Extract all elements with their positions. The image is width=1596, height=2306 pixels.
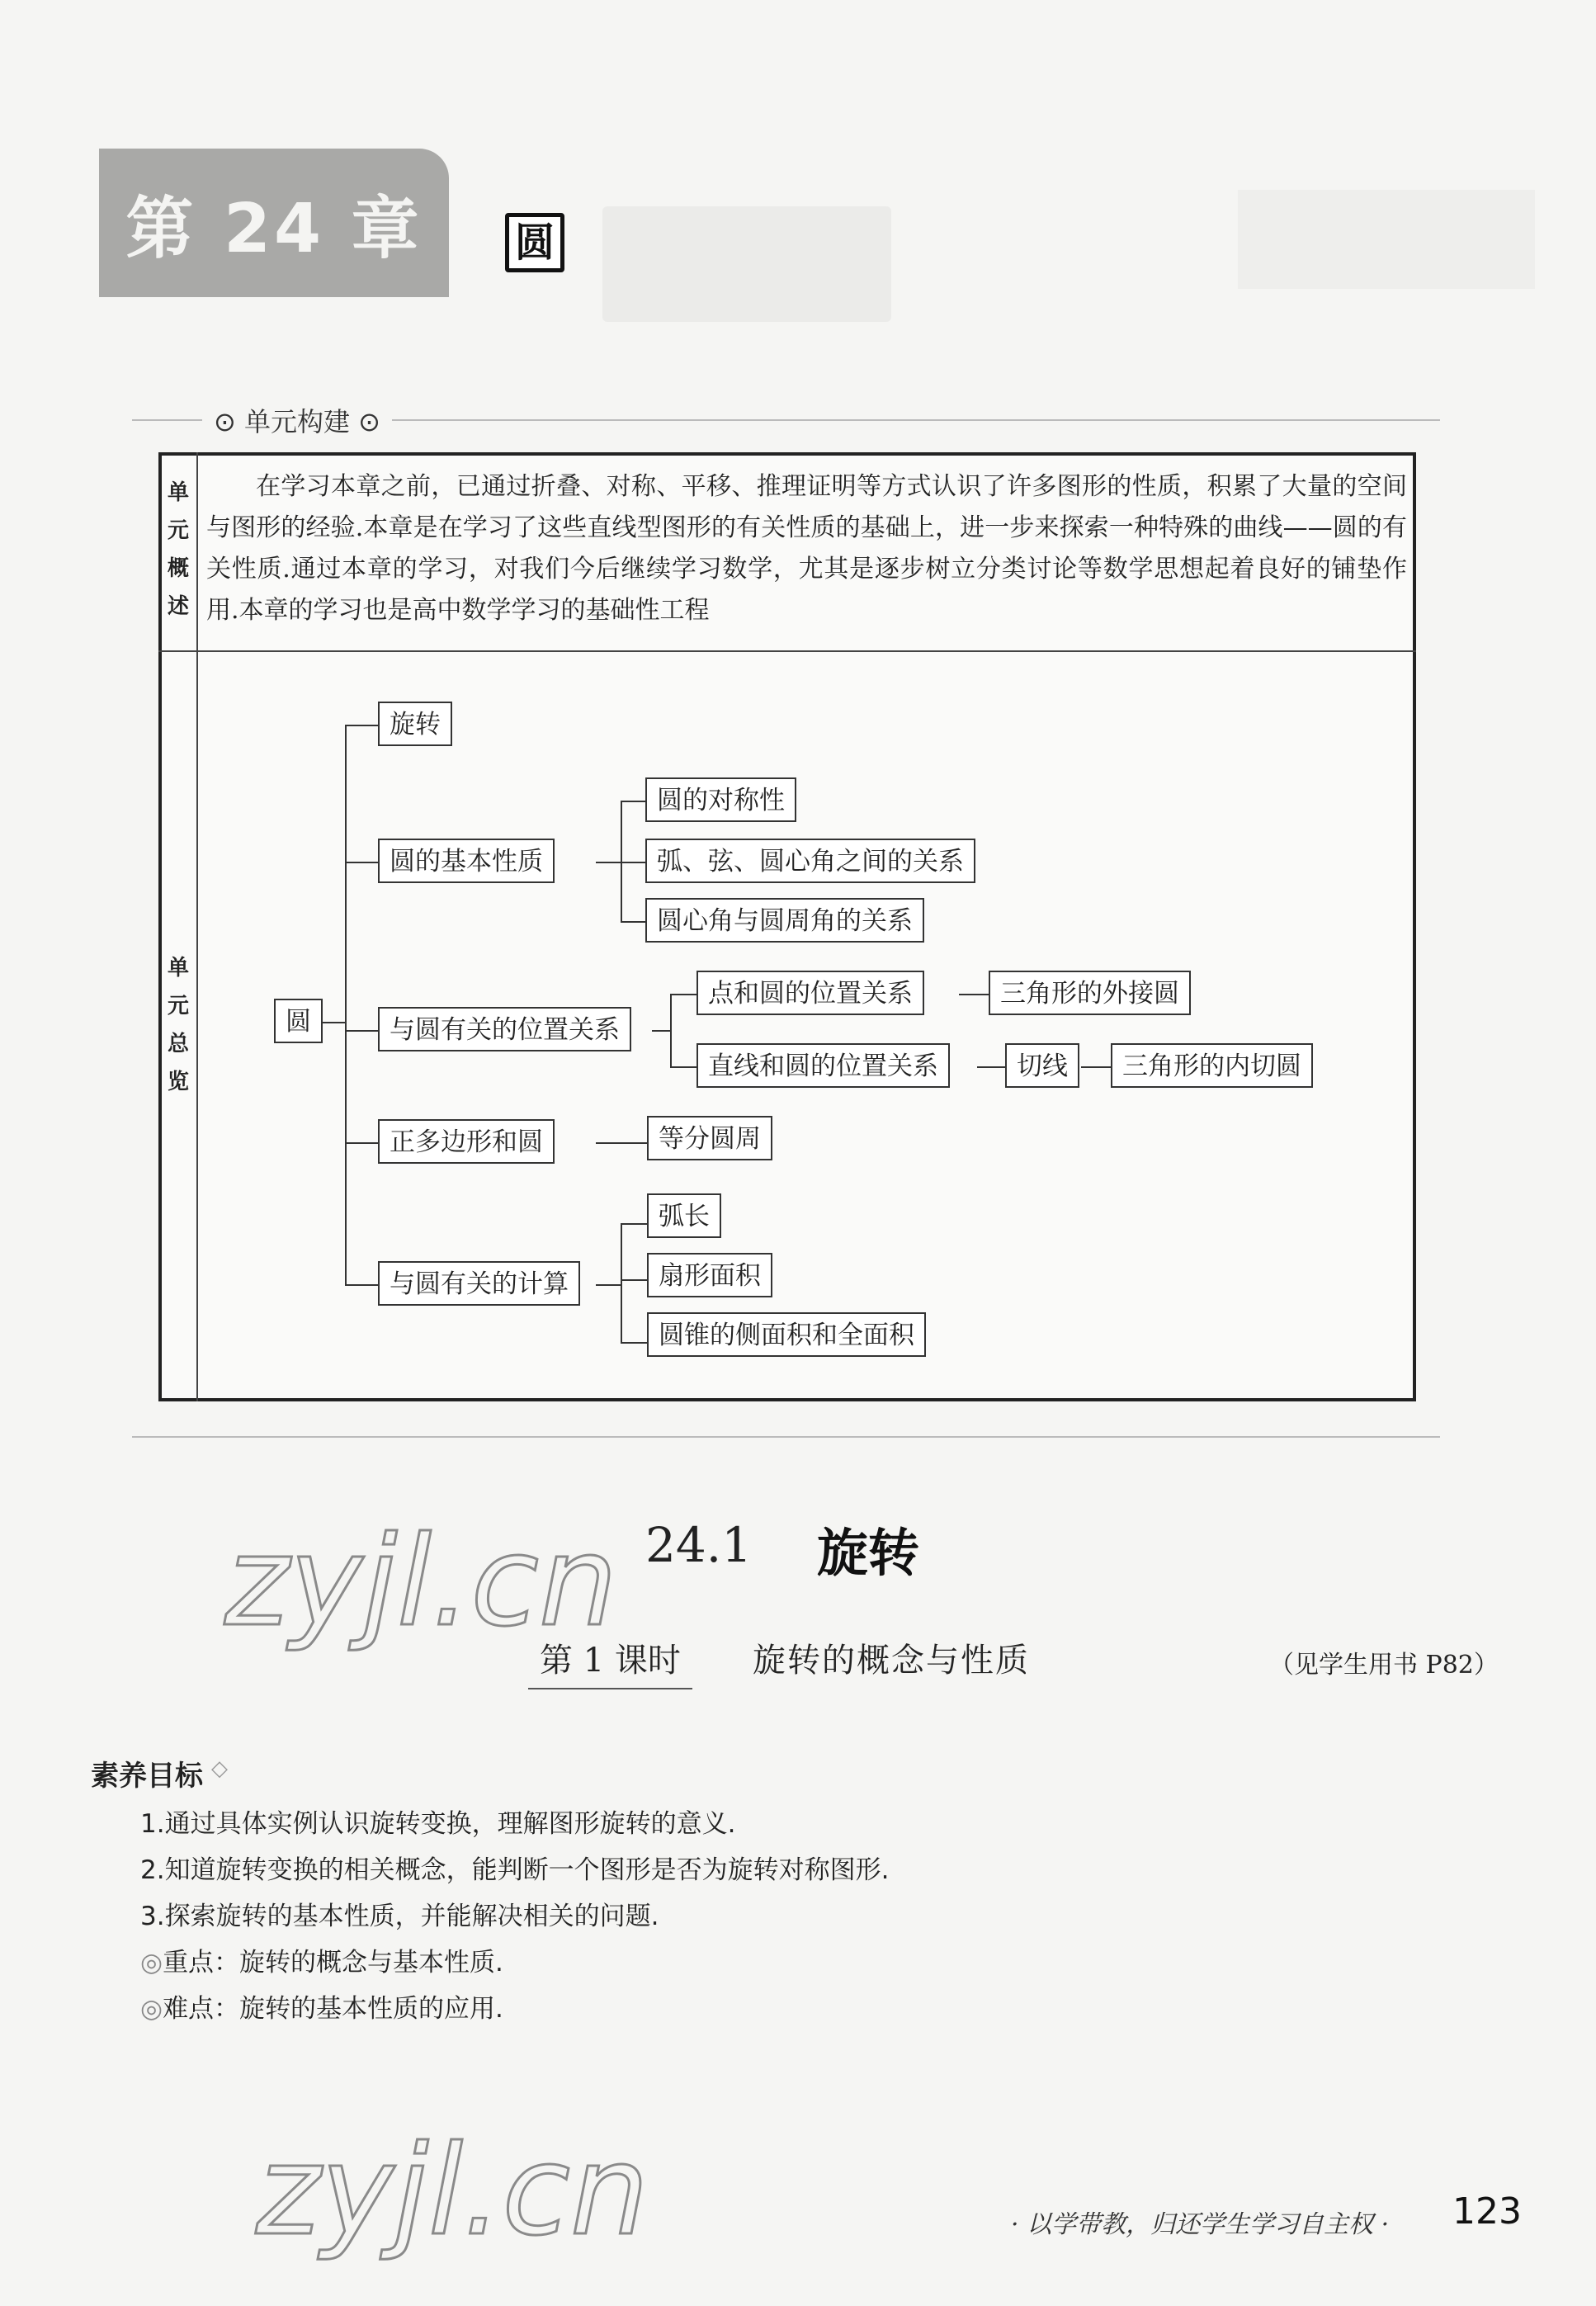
lesson-title: 旋转的概念与性质 (753, 1642, 1030, 1680)
watermark: zyjl.cn (224, 1510, 618, 1654)
node-central-inscribed: 圆心角与圆周角的关系 (645, 898, 924, 943)
connector-line (977, 1066, 1005, 1068)
node-line-circle: 直线和圆的位置关系 (696, 1043, 950, 1088)
connector-line (345, 862, 378, 863)
footer-slogan: · 以学带教，归还学生学习自主权 · (1011, 2210, 1390, 2239)
node-symmetry: 圆的对称性 (645, 777, 796, 822)
goal-difficulty (140, 1987, 503, 2025)
chapter-title: 圆 (505, 213, 564, 272)
node-calculation: 与圆有关的计算 (378, 1261, 580, 1306)
node-tangent: 切线 (1005, 1043, 1079, 1088)
watermark: zyjl.cn (256, 2119, 649, 2263)
connector-line (320, 1022, 345, 1023)
node-incircle: 三角形的内切圆 (1111, 1043, 1313, 1088)
chapter-label: 第 24 章 (125, 190, 423, 268)
node-rotation: 旋转 (378, 702, 452, 746)
connector-line (621, 1223, 622, 1344)
node-arc-chord: 弧、弦、圆心角之间的关系 (645, 839, 975, 883)
goal-item: 1.通过具体实例认识旋转变换，理解图形旋转的意义. (140, 1809, 736, 1839)
table-column-divider (196, 452, 198, 1401)
node-arc-length: 弧长 (647, 1193, 721, 1238)
connector-line (596, 1142, 647, 1144)
node-point-circle: 点和圆的位置关系 (696, 971, 924, 1015)
connector-line (621, 862, 645, 863)
connector-line (670, 994, 696, 995)
connector-line (345, 1030, 378, 1032)
goals-title: 素养目标 (91, 1760, 203, 1793)
key-label: 重点 (163, 1948, 215, 1978)
faded-decoration (602, 206, 891, 322)
connector-line (345, 725, 347, 1286)
connector-line (670, 1066, 696, 1068)
connector-line (596, 862, 621, 863)
ring-icon: ◎ (140, 1994, 163, 2024)
goal-item: 3.探索旋转的基本性质，并能解决相关的问题. (140, 1902, 659, 1931)
node-sector-area: 扇形面积 (647, 1253, 772, 1297)
lesson-tag: 第 1 课时 (528, 1634, 692, 1689)
difficulty-label: 难点 (163, 1994, 215, 2024)
ring-icon: ◎ (140, 1948, 163, 1978)
connector-line (1081, 1066, 1111, 1068)
summary-label: 单元总览 (167, 956, 189, 1094)
goals-marker-icon: ◇ (211, 1756, 228, 1781)
section-number: 24.1 (645, 1517, 753, 1573)
node-position: 与圆有关的位置关系 (378, 1007, 631, 1051)
connector-line (621, 801, 645, 802)
node-basic-properties: 圆的基本性质 (378, 839, 555, 883)
overview-label: 单元概述 (167, 480, 189, 619)
connector-line (959, 994, 989, 995)
goal-key-point (140, 1941, 503, 1978)
connector-line (652, 1030, 670, 1032)
node-root: 圆 (274, 999, 323, 1043)
node-circumcircle: 三角形的外接圆 (989, 971, 1191, 1015)
node-polygon: 正多边形和圆 (378, 1119, 555, 1164)
connector-line (345, 725, 378, 726)
node-cone-area: 圆锥的侧面积和全面积 (647, 1312, 926, 1357)
page-number: 123 (1452, 2190, 1522, 2233)
frame-bottom-rule (132, 1420, 1440, 1438)
connector-line (621, 1279, 647, 1281)
lesson-reference: （见学生用书 P82） (1269, 1651, 1499, 1680)
section-name: 旋转 (817, 1523, 920, 1583)
overview-text: 在学习本章之前，已通过折叠、对称、平移、推理证明等方式认识了许多图形的性质，积累了大量的空间与图形的经验.本章是在学习了这些直线型图形的有关性质的基础上，进一步来探索一种特殊的曲线——圆的有关性质.通过本章的学习，对我们今后继续学习数学，尤其是逐步树立分类讨论等数学思想起着良好的铺垫作用.本章的学习也是高中数学学习的基础性工程 (206, 472, 1407, 625)
difficulty-text: ：旋转的基本性质的应用. (214, 1994, 503, 2024)
connector-line (621, 1223, 647, 1225)
connector-line (345, 1142, 378, 1144)
connector-line (670, 994, 672, 1068)
key-text: ：旋转的概念与基本性质. (214, 1948, 503, 1978)
connector-line (596, 1284, 621, 1286)
connector-line (621, 1342, 647, 1344)
node-equal-division: 等分圆周 (647, 1116, 772, 1160)
table-row-divider (158, 650, 1416, 652)
goal-item: 2.知道旋转变换的相关概念，能判断一个图形是否为旋转对称图形. (140, 1855, 890, 1885)
connector-line (345, 1284, 378, 1286)
unit-section-title: ⊙ 单元构建 ⊙ (202, 401, 392, 439)
connector-line (621, 921, 645, 923)
faded-decoration (1238, 190, 1535, 289)
